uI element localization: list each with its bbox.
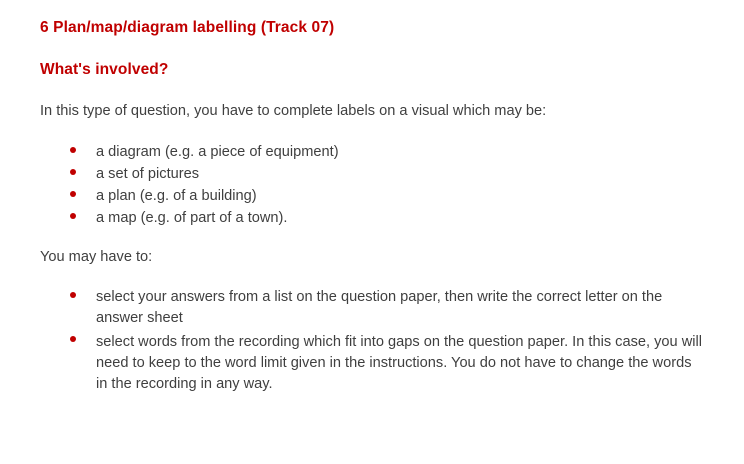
page-title: 6 Plan/map/diagram labelling (Track 07) bbox=[40, 19, 335, 36]
list-item-label: a map (e.g. of part of a town). bbox=[96, 210, 288, 227]
list-item bbox=[70, 287, 704, 329]
bullet-dot-icon bbox=[70, 191, 76, 197]
list-item bbox=[70, 164, 704, 185]
list-item-label: select your answers from a list on the question paper, then write the correct letter on the answer sheet bbox=[96, 289, 663, 327]
list-item-label: a plan (e.g. of a building) bbox=[96, 188, 257, 205]
tasks-list bbox=[40, 287, 704, 395]
list-item bbox=[70, 142, 704, 163]
list-item-label: a diagram (e.g. a piece of equipment) bbox=[96, 143, 339, 160]
bullet-dot-icon bbox=[70, 336, 76, 342]
list-item bbox=[70, 186, 704, 207]
tasks-lead-in: You may have to: bbox=[40, 248, 153, 265]
list-item bbox=[70, 208, 704, 229]
bullet-dot-icon bbox=[70, 169, 76, 175]
section-subtitle: What's involved? bbox=[40, 61, 169, 79]
list-item-label: select words from the recording which fit into gaps on the question paper. In this case, you will need to keep to the word limit given in the instructions. You do not have to change the words in the recording in any way. bbox=[96, 333, 702, 392]
bullet-dot-icon bbox=[70, 292, 76, 298]
visual-types-list bbox=[40, 142, 704, 230]
list-item bbox=[70, 332, 704, 395]
list-item-label: a set of pictures bbox=[96, 166, 200, 183]
bullet-dot-icon bbox=[70, 147, 76, 153]
bullet-dot-icon bbox=[70, 213, 76, 219]
intro-paragraph: In this type of question, you have to complete labels on a visual which may be: bbox=[40, 103, 547, 120]
